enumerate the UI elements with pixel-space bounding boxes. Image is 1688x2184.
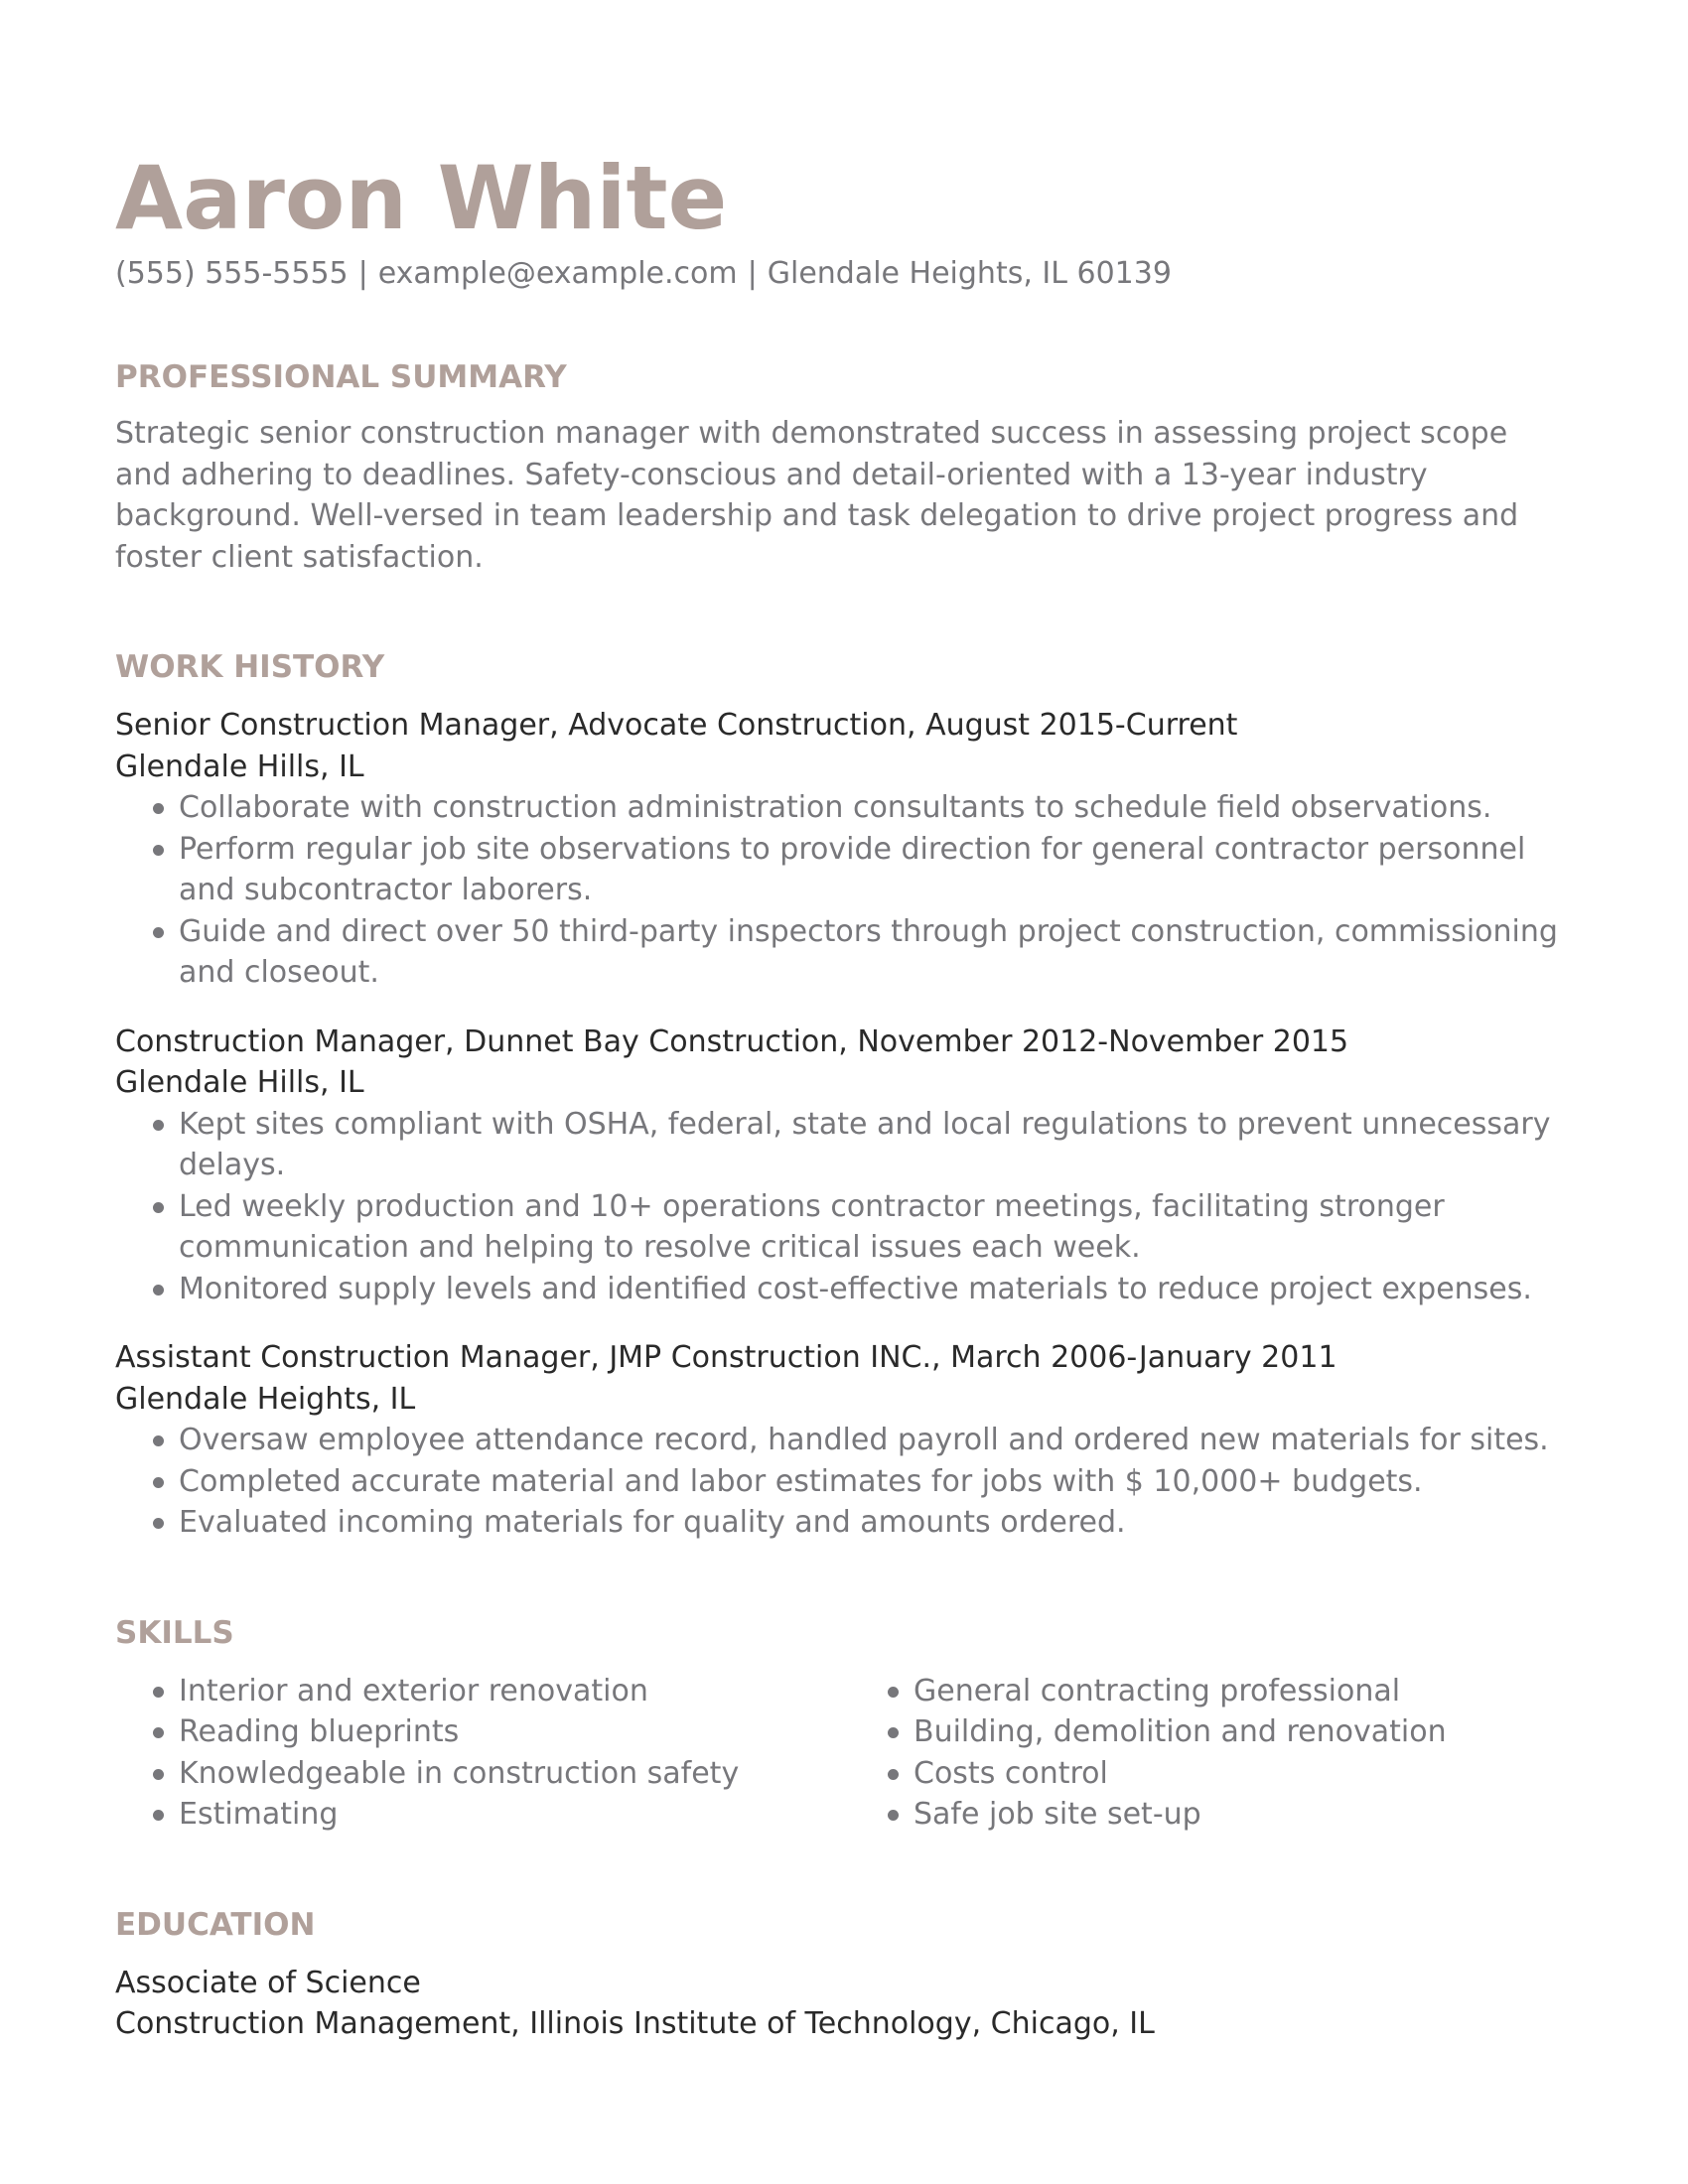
bullet-dot xyxy=(153,803,164,814)
bullet-dot xyxy=(153,1435,164,1446)
bullet-dot xyxy=(888,1727,899,1738)
bullet-dot xyxy=(888,1810,899,1821)
bullet-dot xyxy=(153,1518,164,1529)
phone-number: (555) 555-5555 xyxy=(115,256,349,291)
skills-column-left xyxy=(115,1671,850,1836)
list-item xyxy=(179,1671,850,1712)
skill-text: Estimating xyxy=(179,1797,339,1832)
skills-column-right xyxy=(850,1671,1585,1836)
bullet-dot xyxy=(153,1120,164,1131)
bullet-dot xyxy=(153,1727,164,1738)
bullet-text: Monitored supply levels and identified cost-effective materials to reduce project expenses. xyxy=(179,1271,1532,1306)
list-item xyxy=(179,1502,1585,1544)
bullet-text: Perform regular job site observations to provide direction for general contractor personnel and subcontractor laborers. xyxy=(179,831,1526,907)
bullet-dot xyxy=(153,1769,164,1780)
skill-text: General contracting professional xyxy=(914,1673,1401,1708)
list-item xyxy=(179,911,1585,994)
bullet-dot xyxy=(153,1687,164,1698)
bullet-text: Completed accurate material and labor estimates for jobs with $ 10,000+ budgets. xyxy=(179,1463,1423,1499)
education-entry xyxy=(115,1963,1585,2045)
bullet-dot xyxy=(153,1285,164,1296)
job-heading: Construction Manager, Dunnet Bay Construction, November 2012-November 2015 xyxy=(115,1024,1349,1059)
skill-text: Safe job site set-up xyxy=(914,1797,1201,1832)
job-location: Glendale Hills, IL xyxy=(115,749,364,784)
list-item xyxy=(179,1794,850,1836)
section-title-education: EDUCATION xyxy=(115,1906,316,1943)
resume-page xyxy=(115,149,1585,2045)
skill-text: Building, demolition and renovation xyxy=(914,1714,1447,1749)
bullet-text: Led weekly production and 10+ operations contractor meetings, facilitating stronger communication and helping to resolve critical issues each week. xyxy=(179,1188,1445,1265)
job-location: Glendale Heights, IL xyxy=(115,1381,416,1417)
education-details: Construction Management, Illinois Institute of Technology, Chicago, IL xyxy=(115,2006,1155,2041)
list-item xyxy=(914,1753,1585,1795)
list-item xyxy=(179,1104,1585,1186)
list-item xyxy=(914,1794,1585,1836)
section-title-skills: SKILLS xyxy=(115,1614,234,1651)
job-duties xyxy=(115,787,1585,994)
list-item xyxy=(179,1420,1585,1461)
list-item xyxy=(179,787,1585,829)
email-address: example@example.com xyxy=(377,256,738,291)
bullet-text: Oversaw employee attendance record, handled payroll and ordered new materials for sites. xyxy=(179,1423,1549,1457)
bullet-text: Guide and direct over 50 third-party inspectors through project construction, commissioning and closeout. xyxy=(179,913,1558,990)
job-entry xyxy=(115,705,1585,994)
job-duties xyxy=(115,1104,1585,1310)
bullet-dot xyxy=(153,927,164,938)
bullet-dot xyxy=(153,1810,164,1821)
skill-text: Reading blueprints xyxy=(179,1714,460,1749)
list-item xyxy=(179,1269,1585,1310)
list-item xyxy=(179,829,1585,911)
bullet-dot xyxy=(888,1769,899,1780)
list-item xyxy=(179,1711,850,1753)
list-item xyxy=(179,1461,1585,1503)
skill-text: Costs control xyxy=(914,1755,1108,1791)
contact-separator: | xyxy=(747,256,758,291)
job-entry xyxy=(115,1337,1585,1544)
skill-text: Interior and exterior renovation xyxy=(179,1673,648,1708)
bullet-dot xyxy=(153,1202,164,1213)
summary-text: Strategic senior construction manager with demonstrated success in assessing project scope and adhering to deadlines. Safety-conscious and detail-oriented with a 13-year industry background. Well-versed in team leadership and task delegation to drive project progress and foster client satisfaction. xyxy=(115,416,1519,575)
bullet-text: Kept sites compliant with OSHA, federal, state and local regulations to prevent unnecessary delays. xyxy=(179,1106,1551,1182)
skills-list xyxy=(115,1671,1585,1836)
list-item xyxy=(914,1711,1585,1753)
section-title-work-history: WORK HISTORY xyxy=(115,649,385,685)
job-entry xyxy=(115,1022,1585,1310)
job-duties xyxy=(115,1420,1585,1544)
list-item xyxy=(179,1186,1585,1269)
contact-separator: | xyxy=(357,256,368,291)
bullet-text: Collaborate with construction administration consultants to schedule field observations. xyxy=(179,790,1492,825)
bullet-dot xyxy=(888,1687,899,1698)
candidate-name: Aaron White xyxy=(115,147,728,249)
contact-line xyxy=(115,254,1585,294)
address: Glendale Heights, IL 60139 xyxy=(767,256,1172,291)
list-item xyxy=(914,1671,1585,1712)
job-heading: Assistant Construction Manager, JMP Construction INC., March 2006-January 2011 xyxy=(115,1340,1337,1375)
bullet-text: Evaluated incoming materials for quality and amounts ordered. xyxy=(179,1505,1126,1540)
section-title-professional-summary: PROFESSIONAL SUMMARY xyxy=(115,359,567,395)
job-heading: Senior Construction Manager, Advocate Construction, August 2015-Current xyxy=(115,708,1238,743)
bullet-dot xyxy=(153,1477,164,1488)
skill-text: Knowledgeable in construction safety xyxy=(179,1755,740,1791)
list-item xyxy=(179,1753,850,1795)
bullet-dot xyxy=(153,845,164,856)
job-location: Glendale Hills, IL xyxy=(115,1065,364,1100)
degree: Associate of Science xyxy=(115,1965,421,2000)
